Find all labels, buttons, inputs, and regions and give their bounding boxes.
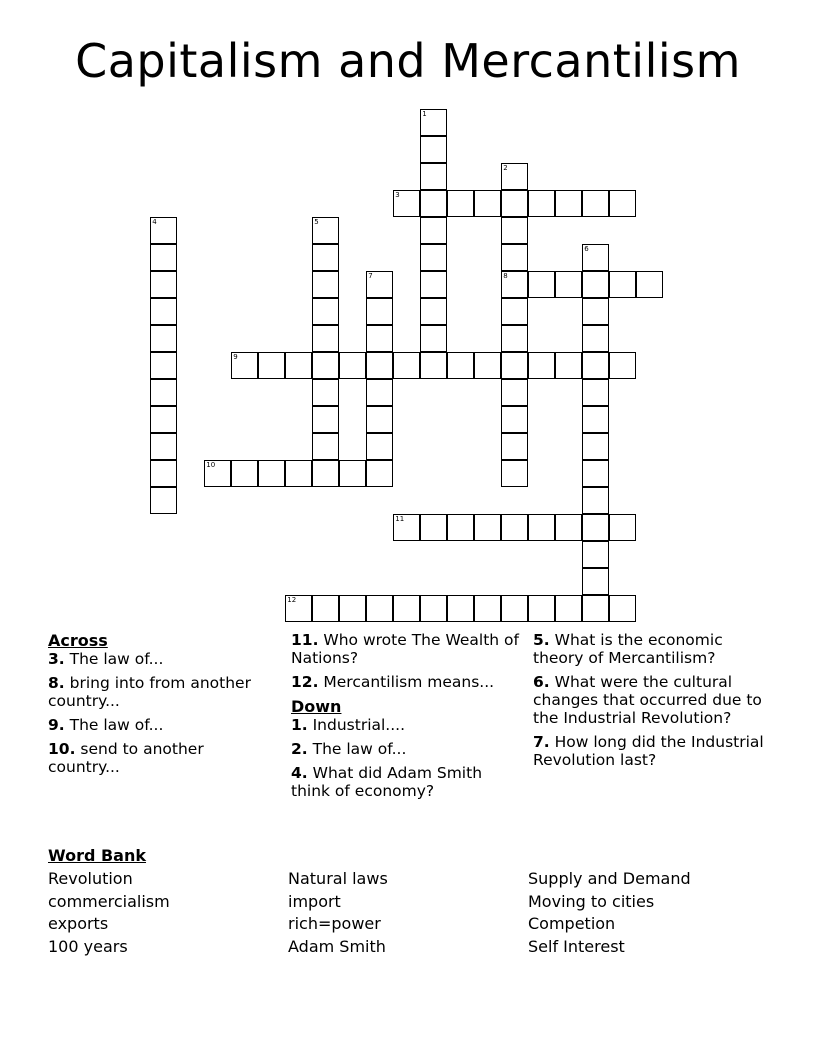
clue-number: 4 [152, 218, 157, 227]
grid-cell[interactable] [528, 190, 555, 217]
grid-cell[interactable] [582, 406, 609, 433]
grid-cell[interactable] [582, 298, 609, 325]
grid-cell[interactable] [582, 433, 609, 460]
word-bank-item: import [288, 891, 341, 911]
clues-column-1 [48, 631, 273, 782]
clue-number: 2 [503, 164, 508, 173]
grid-cell[interactable] [150, 244, 177, 271]
grid-cell[interactable] [366, 298, 393, 325]
grid-cell[interactable] [447, 514, 474, 541]
grid-cell[interactable] [420, 298, 447, 325]
word-bank-heading: Word Bank [48, 846, 147, 865]
word-bank-item: rich=power [288, 914, 381, 933]
grid-cell[interactable] [312, 406, 339, 433]
grid-cell[interactable] [312, 379, 339, 406]
grid-cell[interactable] [366, 406, 393, 433]
grid-cell[interactable] [312, 352, 339, 379]
clue-number: 6 [584, 245, 589, 254]
word-bank-item: exports [48, 914, 109, 933]
grid-cell[interactable] [366, 352, 393, 379]
clue-number: 1 [422, 110, 427, 119]
word-bank-item: Supply and Demand [528, 869, 691, 888]
grid-cell[interactable] [312, 244, 339, 271]
grid-cell[interactable] [582, 379, 609, 406]
clue-down-6: 6. What were the cultural changes that occurred due to the Industrial Revolution? [533, 673, 762, 727]
word-bank-item: Natural laws [288, 869, 388, 888]
grid-cell[interactable] [312, 325, 339, 352]
grid-cell[interactable] [447, 352, 474, 379]
grid-cell[interactable] [582, 595, 609, 622]
grid-cell[interactable] [501, 433, 528, 460]
grid-cell[interactable] [366, 433, 393, 460]
grid-cell[interactable] [501, 325, 528, 352]
grid-cell[interactable] [501, 271, 528, 298]
grid-cell[interactable] [150, 379, 177, 406]
grid-cell[interactable] [312, 271, 339, 298]
grid-cell[interactable] [528, 271, 555, 298]
grid-cell[interactable] [312, 298, 339, 325]
grid-cell[interactable] [150, 406, 177, 433]
grid-cell[interactable] [501, 244, 528, 271]
grid-cell[interactable] [150, 298, 177, 325]
grid-cell[interactable] [285, 352, 312, 379]
grid-cell[interactable] [474, 514, 501, 541]
grid-cell[interactable] [582, 514, 609, 541]
word-bank-item: Self Interest [528, 936, 625, 956]
grid-cell[interactable] [609, 352, 636, 379]
clue-across-9: 9. The law of... [48, 716, 164, 734]
word-bank-item: Adam Smith [288, 936, 386, 956]
page-title: Capitalism and Mercantilism [75, 34, 741, 88]
crossword-grid [151, 110, 691, 630]
clue-down-5: 5. What is the economic theory of Mercantilism? [533, 631, 723, 667]
grid-cell[interactable] [528, 352, 555, 379]
grid-cell[interactable] [285, 595, 312, 622]
word-bank-column-3 [528, 868, 691, 958]
word-bank-item: 100 years [48, 936, 128, 956]
grid-cell[interactable] [339, 595, 366, 622]
grid-cell[interactable] [474, 595, 501, 622]
grid-cell[interactable] [474, 190, 501, 217]
grid-cell[interactable] [501, 379, 528, 406]
grid-cell[interactable] [150, 487, 177, 514]
grid-cell[interactable] [420, 244, 447, 271]
grid-cell[interactable] [501, 514, 528, 541]
grid-cell[interactable] [501, 352, 528, 379]
grid-cell[interactable] [312, 595, 339, 622]
word-bank-column-2 [288, 868, 388, 958]
grid-cell[interactable] [420, 325, 447, 352]
grid-cell[interactable] [150, 217, 177, 244]
grid-cell[interactable] [150, 433, 177, 460]
grid-cell[interactable] [609, 595, 636, 622]
grid-cell[interactable] [582, 541, 609, 568]
grid-cell[interactable] [501, 217, 528, 244]
grid-cell[interactable] [501, 595, 528, 622]
grid-cell[interactable] [339, 460, 366, 487]
grid-cell[interactable] [420, 163, 447, 190]
down-heading: Down [291, 697, 342, 716]
grid-cell[interactable] [501, 406, 528, 433]
grid-cell[interactable] [555, 190, 582, 217]
grid-cell[interactable] [420, 595, 447, 622]
grid-cell[interactable] [528, 514, 555, 541]
clue-number: 5 [314, 218, 319, 227]
grid-cell[interactable] [582, 487, 609, 514]
grid-cell[interactable] [582, 190, 609, 217]
across-heading: Across [48, 631, 108, 650]
grid-cell[interactable] [582, 460, 609, 487]
grid-cell[interactable] [474, 352, 501, 379]
grid-cell[interactable] [366, 271, 393, 298]
grid-cell[interactable] [366, 595, 393, 622]
grid-cell[interactable] [420, 217, 447, 244]
grid-cell[interactable] [150, 460, 177, 487]
grid-cell[interactable] [501, 190, 528, 217]
grid-cell[interactable] [420, 514, 447, 541]
grid-cell[interactable] [582, 271, 609, 298]
grid-cell[interactable] [312, 217, 339, 244]
clue-number: 7 [368, 272, 373, 281]
clue-number: 8 [503, 272, 508, 281]
grid-cell[interactable] [150, 352, 177, 379]
grid-cell[interactable] [231, 460, 258, 487]
word-bank-item: Competion [528, 914, 616, 933]
grid-cell[interactable] [609, 190, 636, 217]
clue-down-1: 1. Industrial.... [291, 716, 406, 734]
clue-number: 11 [395, 515, 405, 524]
grid-cell[interactable] [555, 271, 582, 298]
clues-column-3 [533, 631, 768, 775]
clue-across-3: 3. The law of... [48, 650, 164, 668]
grid-cell[interactable] [420, 190, 447, 217]
grid-cell[interactable] [636, 271, 663, 298]
clue-down-2: 2. The law of... [291, 740, 407, 758]
grid-cell[interactable] [366, 379, 393, 406]
grid-cell[interactable] [393, 514, 420, 541]
grid-cell[interactable] [582, 325, 609, 352]
clue-down-7: 7. How long did the Industrial Revolution last? [533, 733, 764, 769]
grid-cell[interactable] [393, 595, 420, 622]
clue-across-11: 11. Who wrote The Wealth of Nations? [291, 631, 519, 667]
word-bank-item: Revolution [48, 869, 133, 888]
grid-cell[interactable] [501, 163, 528, 190]
grid-cell[interactable] [231, 352, 258, 379]
grid-cell[interactable] [420, 109, 447, 136]
grid-cell[interactable] [285, 460, 312, 487]
grid-cell[interactable] [555, 352, 582, 379]
grid-cell[interactable] [501, 298, 528, 325]
grid-cell[interactable] [393, 190, 420, 217]
grid-cell[interactable] [582, 244, 609, 271]
word-bank-column-1 [48, 868, 170, 958]
grid-cell[interactable] [582, 352, 609, 379]
grid-cell[interactable] [447, 190, 474, 217]
word-bank-item: commercialism [48, 891, 170, 911]
clue-number: 10 [206, 461, 216, 470]
grid-cell[interactable] [447, 595, 474, 622]
grid-cell[interactable] [150, 271, 177, 298]
grid-cell[interactable] [366, 325, 393, 352]
grid-cell[interactable] [420, 136, 447, 163]
word-bank-item: Moving to cities [528, 891, 655, 911]
clue-number: 12 [287, 596, 297, 605]
grid-cell[interactable] [393, 352, 420, 379]
grid-cell[interactable] [312, 460, 339, 487]
clue-down-4: 4. What did Adam Smith think of economy? [291, 764, 483, 800]
grid-cell[interactable] [420, 352, 447, 379]
grid-cell[interactable] [609, 271, 636, 298]
clue-across-10: 10. send to another country... [48, 740, 204, 776]
grid-cell[interactable] [366, 460, 393, 487]
grid-cell[interactable] [312, 433, 339, 460]
grid-cell[interactable] [150, 325, 177, 352]
grid-cell[interactable] [555, 595, 582, 622]
clues-column-2 [291, 631, 521, 806]
grid-cell[interactable] [582, 568, 609, 595]
grid-cell[interactable] [339, 352, 366, 379]
clue-across-8: 8. bring into from another country... [48, 674, 251, 710]
grid-cell[interactable] [528, 595, 555, 622]
grid-cell[interactable] [501, 460, 528, 487]
grid-cell[interactable] [609, 514, 636, 541]
grid-cell[interactable] [420, 271, 447, 298]
grid-cell[interactable] [555, 514, 582, 541]
grid-cell[interactable] [258, 460, 285, 487]
grid-cell[interactable] [204, 460, 231, 487]
clue-number: 3 [395, 191, 400, 200]
grid-cell[interactable] [258, 352, 285, 379]
clue-number: 9 [233, 353, 238, 362]
clue-across-12: 12. Mercantilism means... [291, 673, 495, 691]
